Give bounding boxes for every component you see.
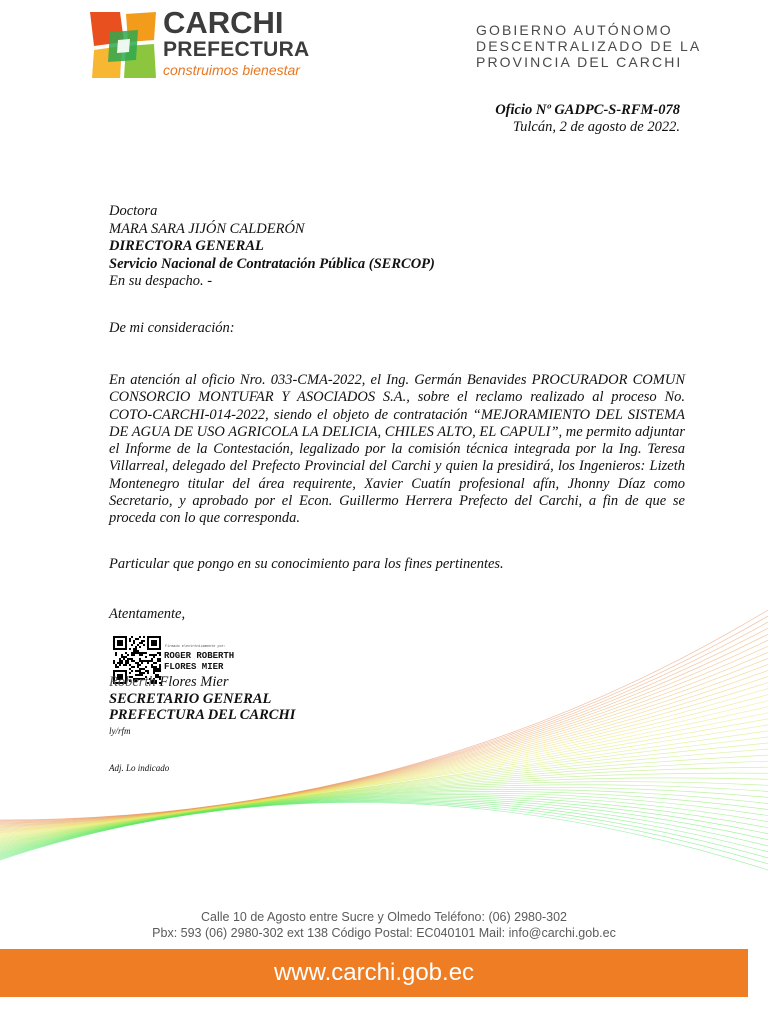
signer-position: SECRETARIO GENERAL <box>109 690 272 707</box>
attachment-note: Adj. Lo indicado <box>109 763 170 773</box>
e-signature-name-line: ROGER ROBERTH <box>164 651 235 661</box>
gov-line: PROVINCIA DEL CARCHI <box>476 54 683 70</box>
logo-title: CARCHI <box>163 5 284 40</box>
closing-line: Particular que pongo en su conocimiento para los fines pertinentes. <box>109 556 504 572</box>
greeting: De mi consideración: <box>109 320 235 336</box>
gov-line: GOBIERNO AUTÓNOMO <box>476 22 673 38</box>
sign-off: Atentamente, <box>109 606 186 622</box>
recipient-title: Doctora <box>109 203 158 219</box>
gov-line: DESCENTRALIZADO DE LA <box>476 38 702 54</box>
office-number: Oficio Nº GADPC-S-RFM-078 <box>495 102 680 118</box>
recipient-name: MARA SARA JIJÓN CALDERÓN <box>109 220 305 237</box>
wave-line <box>0 802 768 870</box>
e-signature-name-line: FLORES MIER <box>164 662 224 672</box>
recipient-position: DIRECTORA GENERAL <box>109 238 264 254</box>
recipient-location: En su despacho. - <box>109 273 213 289</box>
signer-name-prefix: Roberth <box>109 674 156 690</box>
prefectura-logo-icon <box>90 12 158 80</box>
e-signature-caption: Firmado electrónicamente por: <box>165 645 226 649</box>
government-header <box>476 22 701 70</box>
wave-line <box>0 802 768 864</box>
recipient-block <box>109 203 435 291</box>
signer-name <box>109 674 295 691</box>
footer-website: www.carchi.gob.ec <box>273 959 475 986</box>
footer-contact: Pbx: 593 (06) 2980-302 ext 138 Código Postal: EC040101 Mail: info@carchi.gob.ec <box>152 926 616 940</box>
letter-body: En atención al oficio Nro. 033-CMA-2022, el Ing. Germán Benavides PROCURADOR COMUN CONSORCIO MONTUFAR Y ASOCIADOS S.A., sobre el reclamo realizado al proceso No. COTO-CARCHI-014-2022, siendo el objeto de contratación “MEJORAMIENTO DEL SISTEMA DE AGUA DE USO AGRICOLA LA DELICIA, CHILES ALTO, EL CAPULI”, me permito adjuntar el Informe de la Contestación, legalizado por la comisión técnica integrada por la Ing. Teresa Villarreal, delegado del Prefecto Provincial del Carchi y quien la presidirá, los Ingenieros: Lizeth Montenegro titular del área requirente, Xavier Cuatín profesional afín, Jhonny Díaz como Secretario, y aprobado por el Econ. Guillermo Herrera Prefecto del Carchi, a fin de que se proceda con lo que corresponda. <box>109 372 685 527</box>
signer-block <box>109 674 295 724</box>
initials: ly/rfm <box>109 726 131 736</box>
recipient-institution: Servicio Nacional de Contratación Pública (SERCOP) <box>109 255 435 272</box>
wave-line <box>0 798 768 855</box>
logo-subtitle: PREFECTURA <box>163 38 310 61</box>
footer-address: Calle 10 de Agosto entre Sucre y Olmedo Teléfono: (06) 2980-302 <box>201 910 567 924</box>
signer-organization: PREFECTURA DEL CARCHI <box>109 707 296 723</box>
place-date: Tulcán, 2 de agosto de 2022. <box>512 119 680 135</box>
logo-tagline: construimos bienestar <box>163 62 300 78</box>
e-signature-name <box>164 651 234 673</box>
signer-name-rest: Flores Mier <box>155 674 229 690</box>
document-reference <box>495 102 680 136</box>
